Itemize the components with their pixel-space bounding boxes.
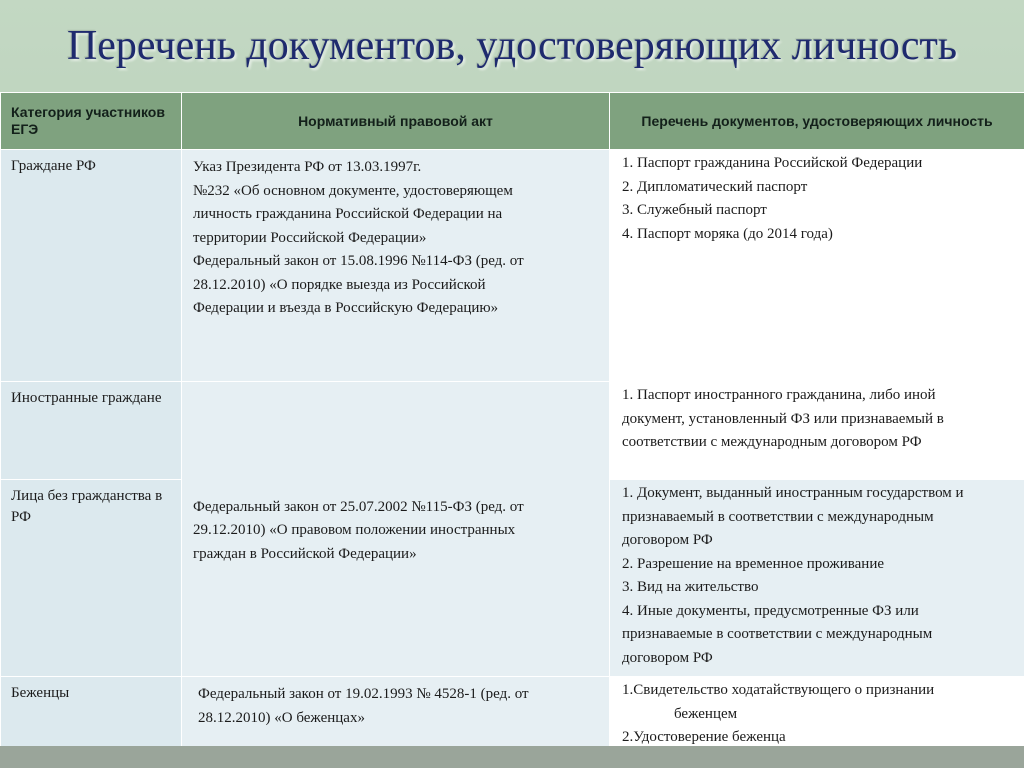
header-legal-act: Нормативный правовой акт — [182, 93, 610, 150]
document-item: 1.Свидетельство ходатайствующего о признании — [622, 682, 935, 698]
document-item: 4. Иные документы, предусмотренные ФЗ или — [622, 602, 919, 619]
category-cell: Иностранные граждане — [1, 382, 182, 480]
header-category: Категория участников ЕГЭ — [1, 93, 182, 150]
legal-act-line: 28.12.2010) «О беженцах» — [198, 709, 365, 726]
document-item: беженцем — [674, 705, 738, 722]
legal-act-line: Указ Президента РФ от 13.03.1997г. — [193, 159, 422, 175]
table-header-row — [1, 93, 1024, 150]
documents-cell — [610, 150, 1024, 382]
document-item: договором РФ — [622, 649, 713, 666]
documents-table — [0, 92, 1024, 757]
category-cell: Беженцы — [1, 677, 182, 757]
bottom-bar — [0, 746, 1024, 768]
document-item: признаваемый в соответствии с международным — [622, 508, 934, 525]
legal-act-line: территории Российской Федерации» — [193, 229, 427, 246]
legal-act-line: личность гражданина Российской Федерации на — [193, 206, 503, 222]
legal-act-line: 28.12.2010) «О порядке выезда из Российской — [193, 276, 486, 293]
legal-act-line: 29.12.2010) «О правовом положении иностранных — [193, 522, 516, 539]
legal-act-cell — [182, 677, 610, 757]
document-item: 3. Служебный паспорт — [622, 202, 767, 218]
legal-act-line: Федерации и въезда в Российскую Федерацию» — [193, 300, 499, 316]
legal-act-cell — [182, 150, 610, 382]
legal-act-line: №232 «Об основном документе, удостоверяющем — [193, 182, 513, 199]
document-item: документ, установленный ФЗ или признаваемый в — [622, 410, 944, 427]
document-item: 1. Паспорт гражданина Российской Федерации — [622, 155, 923, 171]
document-item: соответствии с международным договором РФ — [622, 434, 922, 450]
document-item: 2. Разрешение на временное проживание — [622, 555, 885, 572]
document-item: признаваемые в соответствии с международным — [622, 626, 933, 642]
table-row-foreigners — [1, 382, 1024, 480]
documents-cell — [610, 677, 1024, 757]
document-item: 1. Паспорт иностранного гражданина, либо иной — [622, 387, 936, 403]
document-item: договором РФ — [622, 532, 713, 548]
category-cell: Лица без гражданства в РФ — [1, 480, 182, 677]
legal-act-line: Федеральный закон от 15.08.1996 №114-ФЗ (ред. от — [193, 253, 524, 269]
documents-table-container — [0, 92, 1024, 746]
document-item: 3. Вид на жительство — [622, 579, 759, 595]
document-item: 1. Документ, выданный иностранным государством и — [622, 485, 964, 501]
legal-act-line: Федеральный закон от 19.02.1993 № 4528-1 (ред. от — [198, 686, 529, 702]
shared-legal-act-cell — [182, 382, 610, 677]
page-title: Перечень документов, удостоверяющих личность — [66, 23, 958, 69]
document-item: 2. Дипломатический паспорт — [622, 178, 808, 195]
documents-cell — [610, 480, 1024, 677]
table-row-citizens — [1, 150, 1024, 382]
documents-cell — [610, 382, 1024, 480]
legal-act-line: Федеральный закон от 25.07.2002 №115-ФЗ (ред. от — [193, 498, 524, 515]
document-item: 2.Удостоверение беженца — [622, 729, 786, 745]
category-cell: Граждане РФ — [1, 150, 182, 382]
header-documents: Перечень документов, удостоверяющих личность — [610, 93, 1024, 150]
table-row-refugees — [1, 677, 1024, 757]
document-item: 4. Паспорт моряка (до 2014 года) — [622, 225, 833, 242]
legal-act-line: граждан в Российской Федерации» — [193, 545, 417, 562]
